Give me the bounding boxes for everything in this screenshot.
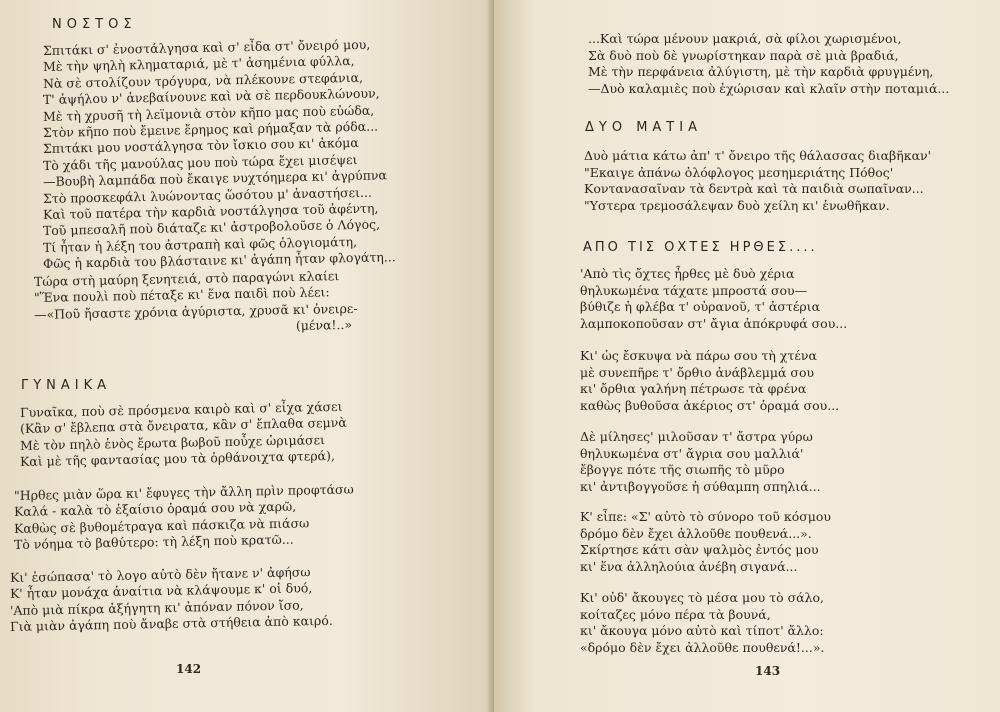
- verse-line: «δρόμο δὲν ἔχει ἀλλοῦθε πουθενά!...».: [580, 639, 825, 655]
- verse-line: 'Απὸ τὶς ὄχτες ἦρθες μὲ δυὸ χέρια: [580, 266, 795, 281]
- gynaika-stanza-1: [19, 398, 347, 471]
- verse-line: Τώρα στὴ μαύρη ξενητειά, στὸ παραγώνι κλαίει: [33, 268, 340, 289]
- verse-line: Κ' ἦταν μονάχα ἀναίτια νὰ κλάψουμε κ' οἱ δυό,: [9, 580, 313, 602]
- verse-line: Κι' ὡς ἔσκυψα νὰ πάρω σου τὴ χτένα: [580, 348, 817, 363]
- poem-title-gynaika: ΓΥΝΑΙΚΑ: [21, 378, 112, 393]
- verse-line: —«Ποῦ ἤσαστε χρόνια ἀγύριστα, χρυσᾶ κι' ὀνειρε-: [33, 300, 358, 322]
- verse-line: Νὰ σὲ στολίζουν τρόγυρα, νὰ πλέκουνε στεφάνια,: [42, 69, 364, 91]
- ochtes-stanza-3: [580, 429, 821, 495]
- verse-line: 'Απὸ μιὰ πίκρα ἀξήγητη κι' ἀπόναν πόνον ἴσο,: [9, 597, 304, 618]
- verse-line: κοίταζες μόνο πέρα τὰ βουνά,: [580, 606, 771, 622]
- verse-line: Τὸ χάδι τῆς μανούλας μου ποὺ τώρα ἔχει μισέψει: [42, 151, 358, 173]
- ochtes-stanza-1: [580, 266, 847, 332]
- verse-line: δρόμο δὲν ἔχει ἀλλοῦθε πουθενά...».: [580, 525, 812, 541]
- verse-line: Καλά - καλὰ τὸ ἐξαίσιο ὁραμά σου νὰ χαρῶ,: [13, 498, 297, 520]
- verse-line: θηλυκωμένα στ' ἄγρια σου μαλλιά': [580, 445, 804, 461]
- verse-line: Στὸ προσκεφάλι λυώνοντας ὥσότου μ' ἀναστήσει...: [42, 184, 373, 206]
- nostos-stanza-1: [42, 36, 396, 273]
- verse-line: θηλυκωμένα τάχατε μπροστά σου—: [580, 282, 808, 298]
- poem-title-apo-tis-ochtes: ΑΠΟ ΤΙΣ ΟΧΤΕΣ ΗΡΘΕΣ....: [583, 240, 818, 255]
- verse-line: ...Καὶ τώρα μένουν μακριά, σὰ φίλοι χωρισμένοι,: [588, 31, 902, 46]
- gynaika-stanza-3: [9, 564, 333, 636]
- ochtes-stanza-5: [580, 590, 824, 656]
- left-page: [0, 0, 494, 712]
- verse-line: Μὲ τὸν πηλὸ ἑνὸς ἔρωτα βωβοῦ ποὖχε ὡριμάσει: [19, 431, 326, 453]
- page-number-right: 143: [755, 664, 781, 678]
- verse-line: "Ἕνα πουλὶ ποὺ πέταξε κι' ἕνα παιδὶ ποὺ λέει:: [33, 284, 330, 306]
- verse-line: κι' ἄκουγα μόνο αὐτὸ καὶ τίποτ' ἄλλο:: [580, 623, 824, 639]
- poem-title-dyo-matia: ΔΥΟ ΜΑΤΙΑ: [585, 120, 702, 135]
- verse-line: κι' ἕνα ἀλληλούια ἀνέβη σιγανά...: [580, 558, 798, 574]
- verse-line: Τὸ νόημα τὸ βαθύτερο: τὴ λέξη ποὺ κρατῶ...: [13, 531, 294, 553]
- verse-line: Κοντανασαῖναν τὰ δεντρὰ καὶ τὰ παιδιὰ σωπαῖναν...: [584, 181, 924, 197]
- poem-title-nostos: ΝΟΣΤΟΣ: [52, 17, 137, 32]
- verse-line: Καθὼς σὲ βυθομέτραγα καὶ πάσκιζα νὰ πιάσω: [13, 515, 310, 536]
- verse-line: (Κἂν σ' ἔβλεπα στὰ ὄνειρατα, κἂν σ' ἔπλαθα σεμνὰ: [19, 415, 347, 437]
- verse-line: Στὸν κῆπο ποὺ ἔμεινε ἔρημος καὶ ρήμαξαν τὰ ρόδα...: [42, 118, 379, 141]
- verse-line: Σπιτάκι σ' ἐνοστάλγησα καὶ σ' εἶδα στ' ὄνειρό μου,: [42, 36, 371, 58]
- verse-line: Φῶς ἡ καρδιὰ του βλάσταινε κι' ἀγάπη ἦταν φλογάτη...: [42, 249, 396, 272]
- gynaika-stanza-2: [13, 481, 354, 554]
- verse-line: λαμποκοποῦσαν στ' ἄγια ἀπόκρυφά σου...: [580, 315, 848, 331]
- verse-line: Δὲ μίλησες' μιλοῦσαν τ' ἄστρα γύρω: [580, 429, 813, 444]
- gynaika-final-stanza: [588, 31, 949, 97]
- verse-line: Τοῦ μπεσαλῆ ποὺ διάταζε κι' ἀστροβολοῦσε ὁ Λόγος,: [42, 216, 381, 239]
- verse-line: Γιὰ μιὰν ἀγάπη ποὺ ἄναβε στὰ στήθεια ἀπὸ καιρό.: [9, 613, 333, 635]
- verse-line: Γυναῖκα, ποὺ σὲ πρόσμενα καιρὸ καὶ σ' εἶχα χάσει: [19, 398, 343, 420]
- right-page: [494, 0, 1000, 712]
- verse-line: Τί ἦταν ἡ λέξη του ἀστραπὴ καὶ φῶς ὀλογιομάτη,: [42, 233, 358, 255]
- verse-line: Κι' ἐσώπασα' τὸ λογο αὐτὸ δὲν ἤτανε ν' ἀφήσω: [9, 564, 311, 585]
- verse-line: ἔβογγε πότε τῆς σιωπῆς τὸ μῦρο: [580, 462, 785, 478]
- verse-line: κι' ὄρθια γαλήνη πέτρωσε τὰ φρένα: [580, 381, 807, 397]
- verse-line: καθὼς βυθοῦσα ἀκέριος στ' ὁραμά σου...: [580, 397, 840, 413]
- verse-line: Δυὸ μάτια κάτω ἀπ' τ' ὄνειρο τῆς θάλασσας διαβῆκαν': [584, 148, 932, 163]
- verse-line: Καὶ τοῦ πατέρα τὴν καρδιὰ νοστάλγησα τοῦ ἀφέντη,: [42, 200, 379, 223]
- ochtes-stanza-4: [580, 509, 831, 575]
- verse-line: Κ' εἶπε: «Σ' αὐτὸ τὸ σύνορο τοῦ κόσμου: [580, 509, 832, 524]
- verse-line: Σπιτάκι μου νοστάλγησα τὸν ἴσκιο σου κι' ἀκόμα: [42, 135, 359, 157]
- verse-line: Σκίρτησε κάτι σὰν ψαλμὸς ἐντός μου: [580, 542, 819, 558]
- verse-line: μὲ συνεπῆρε τ' ὄρθιο ἀνάβλεμμά σου: [580, 364, 815, 380]
- verse-line: Κι' οὐδ' ἄκουγες τὸ μέσα μου τὸ σάλο,: [580, 590, 825, 605]
- verse-line: "Ηρθες μιὰν ὥρα κι' ἔφυγες τὴν ἄλλη πρὶν προφτάσω: [13, 481, 354, 503]
- verse-line: "Υστερα τρεμοσάλεψαν δυὸ χείλη κι' ἑνωθῆκαν.: [584, 197, 890, 213]
- verse-line: βύθιζε ἡ φλέβα τ' οὐρανοῦ, τ' ἀστέρια: [580, 299, 821, 315]
- verse-line-continuation: (μένα!..»: [295, 317, 353, 334]
- verse-line: "Εκαιγε ἀπάνω ὀλόφλογος μεσημεριάτης Πόθος': [584, 164, 894, 180]
- ochtes-stanza-2: [580, 348, 839, 414]
- verse-line: Καὶ μὲ τῆς φαντασίας μου τὰ ὀρθάνοιχτα φτερά),: [19, 448, 336, 470]
- nostos-stanza-2: [33, 268, 358, 340]
- verse-line: Σὰ δυὸ ποὺ δὲ γνωρίστηκαν παρὰ σὲ μιὰ βραδιά,: [588, 47, 899, 63]
- verse-line: —Βουβὴ λαμπάδα ποὺ ἔκαιγε νυχτόημερα κι' ἀγρύπνα: [42, 167, 388, 190]
- verse-line: Μὲ τὴν ψηλὴ κληματαριά, μὲ τ' ἀσημένια φύλλα,: [42, 53, 355, 75]
- page-number-left: 142: [176, 662, 202, 676]
- verse-line: κι' ἀντιβογγοῦσε ἡ σύθαμπη σπηλιά...: [580, 478, 821, 494]
- verse-line: —Δυὸ καλαμιὲς ποὺ ἐχώρισαν καὶ κλαῖν στὴν ποταμιά...: [588, 80, 950, 96]
- verse-line: Μὲ τὴ χρυσῆ τὴ λεϊμονιὰ στὸν κῆπο μας ποὺ εὐώδα,: [42, 102, 375, 124]
- verse-line: Τ' ἀψήλου ν' ἀνεβαίνουνε καὶ νὰ σὲ περδουκλώνουν,: [42, 85, 380, 108]
- verse-line: Μὲ τὴν περφάνεια ἀλύγιστη, μὲ τὴν καρδιὰ φρυγμένη,: [588, 64, 934, 80]
- dyo-matia-stanza-1: [584, 148, 931, 214]
